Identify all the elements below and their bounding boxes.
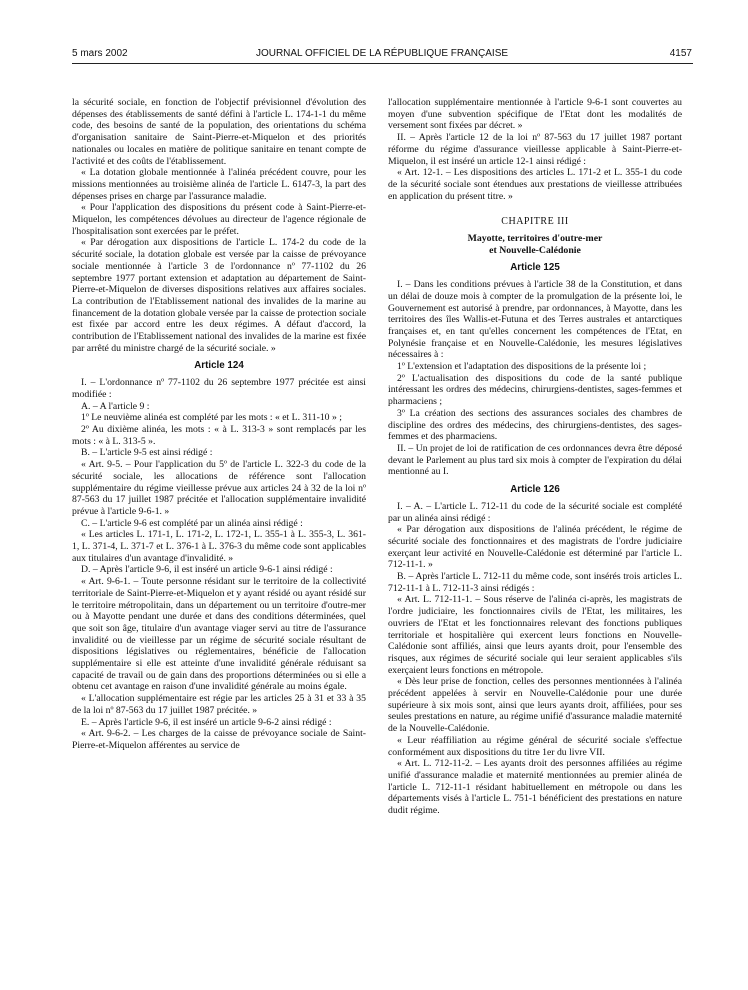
article-heading: Article 124 xyxy=(194,360,244,372)
header-rule xyxy=(72,63,693,64)
paragraph: « Par dérogation aux dispositions de l'article L. 174-2 du code de la sécurité sociale, la dotation globale est versée par la caisse de prévoyance sociale mentionnée à l'article 3 de l'ordonnance nº 77-1102 du 26 septembre 1977 portant extension et adaptation au département de Saint-Pierre-et-Miquelon de diverses dispositions relatives aux affaires sociales. La contribution de l'Etablissement national des invalides de la marine au financement de la dotation globale versée par la caisse de protection sociale est fixée par accord entre les deux régimes. A défaut d'accord, la contribution de l'Etablissement national des invalides de la marine est fixée par arrêté du ministre chargé de la sécurité sociale. » xyxy=(72,237,366,354)
right-column xyxy=(388,97,682,817)
paragraph: C. – L'article 9-6 est complété par un alinéa ainsi rédigé : xyxy=(81,517,303,529)
paragraph: 1º L'extension et l'adaptation des dispositions de la présente loi ; xyxy=(397,361,647,373)
paragraph: « Les articles L. 171-1, L. 171-2, L. 172-1, L. 355-1 à L. 355-3, L. 361-1, L. 371-4, L. 371-7 et L. 376-1 à L. 376-3 du même code sont applicables aux titulaires d'un avantage d'invalidité. » xyxy=(72,529,366,564)
article-heading: Article 125 xyxy=(510,262,560,274)
paragraph: « Par dérogation aux dispositions de l'alinéa précédent, le régime de sécurité sociale des fonctionnaires et des magistrats de l'ordre judiciaire exerçant leur activité en Nouvelle-Calédonie est déterminé par l'article L. 712-11-1. » xyxy=(388,524,682,571)
chapter-title-line: et Nouvelle-Calédonie xyxy=(489,244,581,256)
paragraph: la sécurité sociale, en fonction de l'objectif prévisionnel d'évolution des dépenses des établissements de santé défini à l'article L. 174-1-1 du même code, des besoins de santé de la population, des orientations du schéma d'organisation sanitaire de Saint-Pierre-et-Miquelon et des priorités nationales ou locales en matière de politique sanitaire en tenant compte de l'activité et des coûts de l'établissement. xyxy=(72,97,366,167)
paragraph: I. – L'ordonnance nº 77-1102 du 26 septembre 1977 précitée est ainsi modifiée : xyxy=(72,377,366,400)
chapter-title xyxy=(388,233,682,256)
header-date: 5 mars 2002 xyxy=(72,48,128,59)
paragraph: « Dès leur prise de fonction, celles des personnes mentionnées à l'alinéa précédent appelées à servir en Nouvelle-Calédonie pour une durée supérieure à six mois sont, ainsi que leurs ayants droit, affiliées, pour ses seules prestations en nature, au régime unifié d'assurance maladie maternité de la Nouvelle-Calédonie. xyxy=(388,676,682,735)
paragraph: « L'allocation supplémentaire est régie par les articles 25 à 31 et 33 à 35 de la loi nº 87-563 du 17 juillet 1987 précitée. » xyxy=(72,693,366,716)
paragraph: B. – Après l'article L. 712-11 du même code, sont insérés trois articles L. 712-11-1 à L. 712-11-3 ainsi rédigés : xyxy=(388,571,682,594)
paragraph: 2º L'actualisation des dispositions du code de la santé publique intéressant les ordres des médecins, chirurgiens-dentistes, sages-femmes et pharmaciens ; xyxy=(388,372,682,408)
paragraph: « Art. 9-6-1. – Toute personne résidant sur le territoire de la collectivité territoriale de Saint-Pierre-et-Miquelon et y ayant résidé ou ayant résidé sur le territoire métropolitain, dans un département ou un territoire d'outre-mer ou à Mayotte pendant une durée et dans des conditions déterminées, quel que soit son âge, titulaire d'un avantage viager servi au titre de l'assurance invalidité ou de vieillesse par un régime de sécurité sociale résultant de dispositions législatives ou réglementaires, bénéficie de l'allocation supplémentaire si elle est atteinte d'une invalidité générale réduisant sa capacité de travail ou de gain dans des proportions déterminées ou si elle a obtenu cet avantage en raison d'une invalidité générale au moins égale. xyxy=(72,576,366,693)
chapter-title-line: Mayotte, territoires d'outre-mer xyxy=(467,233,603,245)
paragraph: 2º Au dixième alinéa, les mots : « à L. 313-3 » sont remplacés par les mots : « à L. 313-5 ». xyxy=(72,423,366,447)
page-header xyxy=(72,48,692,62)
paragraph: I. – A. – L'article L. 712-11 du code de la sécurité sociale est complété par un alinéa ainsi rédigé : xyxy=(388,500,682,524)
chapter-heading: CHAPITRE III xyxy=(501,216,569,228)
paragraph: « Pour l'application des dispositions du présent code à Saint-Pierre-et-Miquelon, les compétences dévolues au directeur de l'agence régionale de l'hospitalisation sont exercées par le préfet. xyxy=(72,202,366,237)
paragraph: I. – Dans les conditions prévues à l'article 38 de la Constitution, et dans un délai de douze mois à compter de la promulgation de la présente loi, le Gouvernement est autorisé à prendre, par ordonnances, à Mayotte, dans les territoires des îles Wallis-et-Futuna et des Terres australes et antarctiques françaises et, en tant qu'elles concernent les compétences de l'Etat, en Polynésie française et en Nouvelle-Calédonie, les mesures législatives nécessaires à : xyxy=(388,279,682,361)
paragraph: « La dotation globale mentionnée à l'alinéa précédent couvre, pour les missions mentionnées au troisième alinéa de l'article L. 6147-3, la part des dépenses prises en charge par l'assurance maladie. xyxy=(72,167,366,202)
header-journal-title: JOURNAL OFFICIEL DE LA RÉPUBLIQUE FRANÇAISE xyxy=(255,48,509,59)
left-column xyxy=(72,97,366,752)
paragraph: « Art. L. 712-11-1. – Sous réserve de l'alinéa ci-après, les magistrats de l'ordre judiciaire, les fonctionnaires civils de l'Etat, les militaires, les ouvriers de l'Etat et les fonctionnaires relevant des fonctions publiques territoriale et hospitalière qui exercent leurs fonctions en Nouvelle-Calédonie sont affiliés, ainsi que leurs ayants droit, pour l'ensemble des risques, aux régimes de sécurité sociale qui leur seraient applicables s'ils exerçaient leurs fonctions en métropole. xyxy=(388,594,682,676)
paragraph: 1º Le neuvième alinéa est complété par les mots : « et L. 311-10 » ; xyxy=(81,412,342,424)
paragraph: « Art. 12-1. – Les dispositions des articles L. 171-2 et L. 355-1 du code de la sécurité sociale sont étendues aux prestations de vieillesse attribuées en application du présent titre. » xyxy=(388,167,682,202)
paragraph: A. – A l'article 9 : xyxy=(81,400,150,412)
paragraph: II. – Un projet de loi de ratification de ces ordonnances devra être déposé devant le Parlement au plus tard six mois à compter de l'expiration du délai mentionné au I. xyxy=(388,442,682,478)
paragraph: « Art. 9-6-2. – Les charges de la caisse de prévoyance sociale de Saint-Pierre-et-Miquelon afférentes au service de xyxy=(72,728,366,751)
paragraph: B. – L'article 9-5 est ainsi rédigé : xyxy=(81,447,213,459)
paragraph: « Leur réaffiliation au régime général de sécurité sociale s'effectue conformément aux dispositions du titre 1er du livre VII. xyxy=(388,734,682,758)
paragraph: « Art. L. 712-11-2. – Les ayants droit des personnes affiliées au régime unifié d'assurance maladie et maternité mentionnées au premier alinéa de l'article L. 712-11-1 résidant habituellement en métropole ou dans les départements visés à l'article L. 751-1 bénéficient des prestations en nature dudit régime. xyxy=(388,758,682,817)
paragraph: D. – Après l'article 9-6, il est inséré un article 9-6-1 ainsi rédigé : xyxy=(81,564,333,576)
paragraph: 3º La création des sections des assurances sociales des chambres de discipline des ordres des médecins, des chirurgiens-dentistes, des sages-femmes et des pharmaciens. xyxy=(388,407,682,443)
paragraph: E. – Après l'article 9-6, il est inséré un article 9-6-2 ainsi rédigé : xyxy=(81,716,332,728)
paragraph: « Art. 9-5. – Pour l'application du 5º de l'article L. 322-3 du code de la sécurité sociale, les allocations de référence sont l'allocation supplémentaire du régime vieillesse prévue aux articles 24 à 32 de la loi nº 87-563 du 17 juillet 1987 précitée et l'allocation supplémentaire invalidité prévue à l'article 9-6-1. » xyxy=(72,459,366,517)
paragraph: II. – Après l'article 12 de la loi nº 87-563 du 17 juillet 1987 portant réforme du régime d'assurance vieillesse applicable à Saint-Pierre-et-Miquelon, il est inséré un article 12-1 ainsi rédigé : xyxy=(388,132,682,167)
article-heading: Article 126 xyxy=(510,484,560,496)
header-page-number: 4157 xyxy=(669,48,692,59)
paragraph: l'allocation supplémentaire mentionnée à l'article 9-6-1 sont couvertes au moyen d'une subvention spécifique de l'Etat dont les modalités de versement sont fixées par décret. » xyxy=(388,97,682,132)
